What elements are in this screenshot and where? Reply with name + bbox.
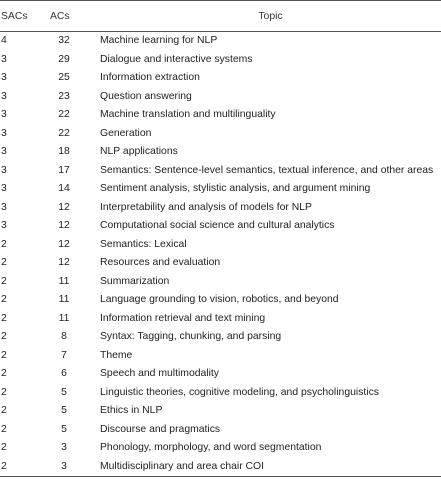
cell-sacs: 3: [1, 109, 7, 120]
table-row: [0, 106, 441, 125]
cell-acs: 11: [58, 312, 70, 324]
cell-acs: 6: [61, 368, 67, 379]
cell-sacs: 2: [1, 349, 7, 361]
cell-topic: Ethics in NLP: [100, 405, 163, 416]
cell-acs: 11: [58, 275, 70, 287]
cell-acs: 3: [38, 458, 100, 477]
table-row: [0, 180, 441, 199]
cell-topic: Syntax: Tagging, chunking, and parsing: [100, 331, 282, 342]
table-row: [0, 458, 441, 477]
cell-sacs: 2: [1, 331, 7, 342]
table-row: [0, 51, 441, 70]
table-row: [0, 291, 441, 310]
cell-topic: Resources and evaluation: [100, 257, 221, 268]
cell-sacs: 2: [1, 238, 7, 250]
cell-topic: Information extraction: [100, 72, 200, 83]
cell-acs: 11: [58, 294, 70, 305]
cell-acs: 12: [58, 257, 70, 268]
table-row: [0, 199, 441, 218]
table-row: [0, 217, 441, 236]
cell-sacs: 3: [1, 201, 7, 213]
table-row: [0, 439, 441, 458]
cell-topic: Discourse and pragmatics: [100, 423, 221, 435]
cell-topic: Summarization: [100, 275, 170, 287]
cell-sacs: 3: [1, 127, 7, 139]
cell-acs: 5: [61, 405, 67, 416]
cell-sacs: 2: [0, 458, 38, 477]
cell-sacs: 2: [1, 294, 7, 305]
cell-topic: Linguistic theories, cognitive modeling, and psycholinguistics: [100, 386, 379, 398]
cell-acs: 22: [58, 109, 70, 120]
cell-acs: 29: [58, 53, 70, 65]
cell-sacs: 2: [1, 312, 7, 324]
table-row: [0, 125, 441, 144]
header-sacs: SACs: [0, 1, 38, 32]
cell-sacs: 3: [1, 72, 7, 83]
cell-sacs: 3: [1, 90, 7, 102]
table-row: [0, 310, 441, 329]
cell-sacs: 2: [1, 423, 7, 435]
cell-topic: Semantics: Sentence-level semantics, textual inference, and other areas: [100, 164, 434, 176]
cell-topic: Question answering: [100, 90, 192, 102]
cell-acs: 23: [58, 90, 70, 102]
table-row: [0, 162, 441, 181]
table-body: [0, 32, 441, 477]
cell-sacs: 2: [1, 275, 7, 287]
cell-acs: 22: [58, 127, 70, 139]
cell-acs: 3: [61, 442, 67, 453]
cell-topic: Language grounding to vision, robotics, and beyond: [100, 294, 339, 305]
header-acs: ACs: [38, 1, 100, 32]
table-row: [0, 236, 441, 255]
cell-acs: 12: [58, 220, 70, 231]
cell-acs: 18: [58, 146, 70, 157]
cell-topic: Interpretability and analysis of models for NLP: [100, 201, 312, 213]
cell-topic: Dialogue and interactive systems: [100, 53, 253, 65]
cell-acs: 12: [58, 238, 70, 250]
cell-acs: 25: [58, 72, 70, 83]
cell-topic: Sentiment analysis, stylistic analysis, and argument mining: [100, 183, 371, 194]
cell-topic: Speech and multimodality: [100, 368, 219, 379]
table-row: [0, 88, 441, 107]
header-topic: Topic: [100, 1, 441, 32]
header-row: [0, 1, 441, 32]
table-row: [0, 328, 441, 347]
table-row: [0, 365, 441, 384]
table-row: [0, 384, 441, 403]
cell-sacs: 2: [1, 386, 7, 398]
cell-topic: Theme: [100, 349, 133, 361]
cell-sacs: 4: [1, 35, 7, 46]
cell-topic: Generation: [100, 127, 152, 139]
cell-sacs: 3: [1, 220, 7, 231]
cell-sacs: 3: [1, 53, 7, 65]
table-row: [0, 402, 441, 421]
table-row: [0, 32, 441, 51]
cell-acs: 5: [61, 386, 67, 398]
cell-acs: 14: [58, 183, 70, 194]
cell-acs: 5: [61, 423, 67, 435]
cell-sacs: 3: [1, 146, 7, 157]
table-row: [0, 347, 441, 366]
cell-sacs: 2: [1, 405, 7, 416]
cell-topic: Computational social science and cultural analytics: [100, 220, 335, 231]
cell-sacs: 3: [1, 164, 7, 176]
table-row: [0, 254, 441, 273]
cell-sacs: 2: [1, 368, 7, 379]
cell-topic: NLP applications: [100, 146, 178, 157]
cell-topic: Semantics: Lexical: [100, 238, 187, 250]
cell-acs: 12: [58, 201, 70, 213]
table-row: [0, 69, 441, 88]
cell-topic: Information retrieval and text mining: [100, 312, 266, 324]
cell-sacs: 3: [1, 183, 7, 194]
cell-topic: Phonology, morphology, and word segmentation: [100, 442, 322, 453]
cell-topic: Machine learning for NLP: [100, 35, 218, 46]
table-header: [0, 1, 441, 32]
cell-sacs: 2: [1, 257, 7, 268]
cell-acs: 7: [61, 349, 67, 361]
cell-acs: 17: [58, 164, 70, 176]
table-row: [0, 273, 441, 292]
cell-topic: Machine translation and multilinguality: [100, 109, 276, 120]
cell-topic: Multidisciplinary and area chair COI: [100, 458, 441, 477]
cell-acs: 32: [58, 35, 70, 46]
table-row: [0, 143, 441, 162]
cell-acs: 8: [61, 331, 67, 342]
cell-sacs: 2: [1, 442, 7, 453]
table-row: [0, 421, 441, 440]
